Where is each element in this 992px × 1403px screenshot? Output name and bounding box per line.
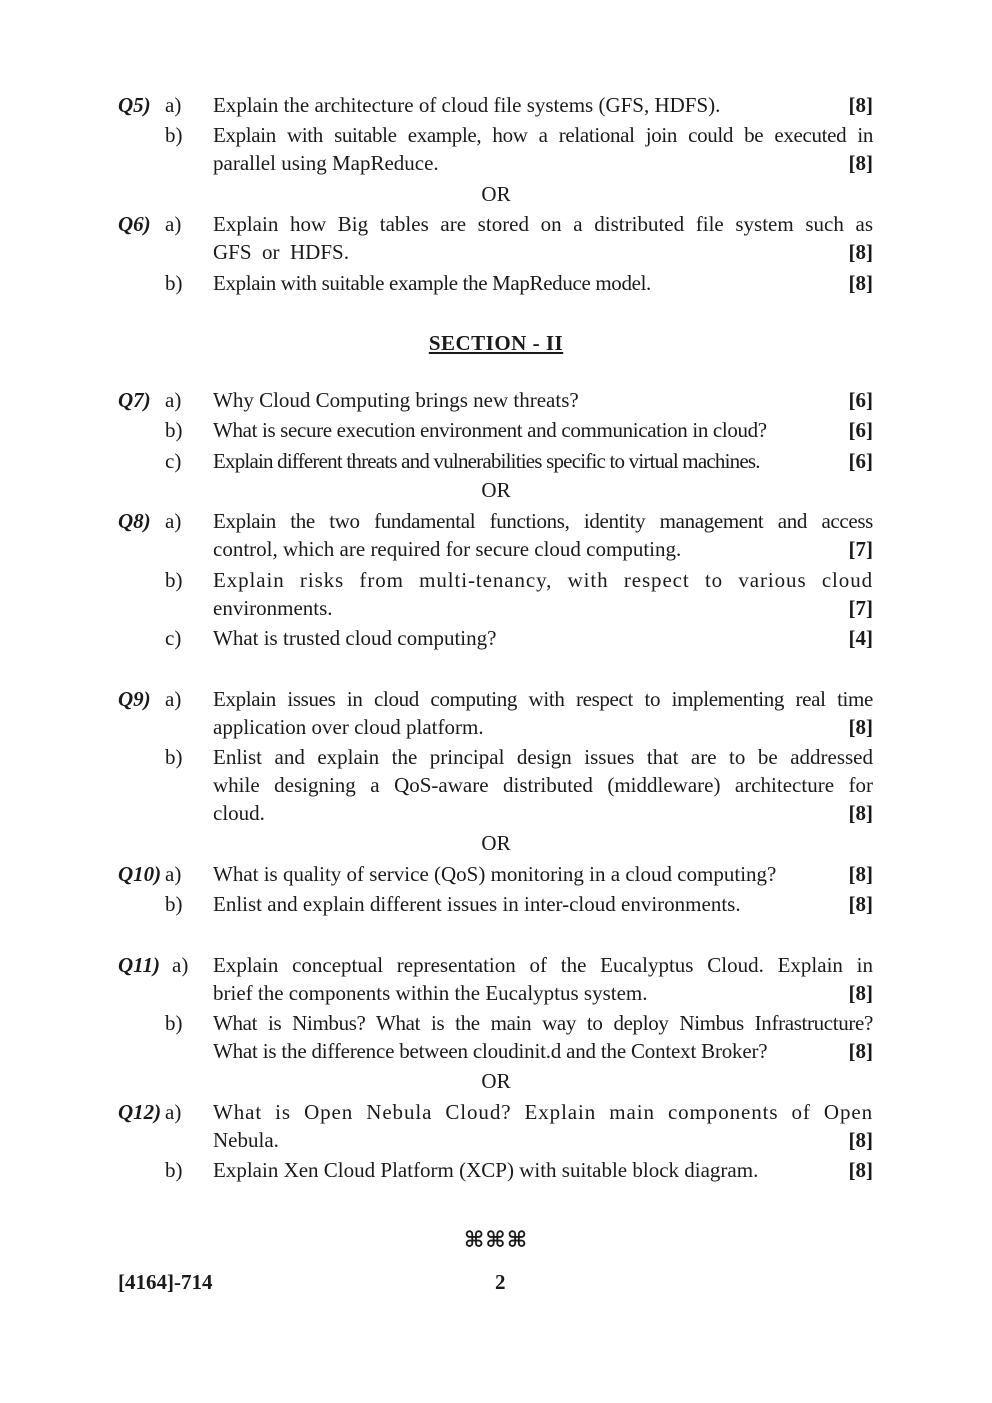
question-text: Enlist and explain the principal design issues that are to be addressed [213, 745, 873, 769]
sub-label: a) [165, 388, 182, 412]
question-text: parallel using MapReduce. [213, 151, 439, 175]
question-text: Explain Xen Cloud Platform (XCP) with suitable block diagram. [213, 1158, 759, 1182]
section-title: SECTION - II [428, 331, 564, 355]
q9-b-line3 [0, 798, 992, 828]
q7-c-line1 [0, 446, 992, 476]
sub-label: a) [165, 687, 182, 711]
question-text: Explain conceptual representation of the Eucalyptus Cloud. Explain in [213, 953, 873, 977]
marks: [8] [848, 801, 873, 825]
or-separator [0, 179, 992, 209]
marks: [8] [848, 862, 873, 886]
q7-a-line1 [0, 385, 992, 415]
page-footer [0, 1267, 992, 1297]
q10-a-line1 [0, 859, 992, 889]
sub-label: a) [172, 953, 189, 977]
sub-label: b) [165, 418, 183, 442]
question-number: Q12) [118, 1100, 162, 1124]
marks: [6] [848, 449, 873, 473]
or-label: OR [481, 831, 511, 855]
question-text: application over cloud platform. [213, 715, 484, 739]
question-number: Q5) [118, 93, 151, 117]
question-text: Explain with suitable example, how a relational join could be executed in [213, 123, 873, 147]
question-number: Q9) [118, 687, 151, 711]
q11-b-line1 [0, 1008, 992, 1038]
or-label: OR [481, 182, 511, 206]
question-text: Explain issues in cloud computing with respect to implementing real time [213, 687, 873, 711]
marks: [4] [848, 626, 873, 650]
sub-label: b) [165, 568, 183, 592]
sub-label: a) [165, 93, 182, 117]
marks: [7] [848, 596, 873, 620]
q8-b-line2 [0, 593, 992, 623]
q5-a-line1 [0, 90, 992, 120]
q8-a-line1 [0, 506, 992, 536]
page-number: 2 [495, 1270, 506, 1294]
q11-a-line1 [0, 950, 992, 980]
sub-label: a) [165, 212, 182, 236]
q10-b-line1 [0, 889, 992, 919]
sub-label: b) [165, 123, 183, 147]
question-text: Nebula. [213, 1128, 279, 1152]
sub-label: a) [165, 862, 182, 886]
q9-a-line1 [0, 684, 992, 714]
question-text: GFS or HDFS. [213, 240, 349, 264]
question-text: Explain with suitable example the MapReduce model. [213, 271, 651, 295]
marks: [8] [848, 1158, 873, 1182]
question-text: cloud. [213, 801, 265, 825]
question-text: What is trusted cloud computing? [213, 626, 497, 650]
marks: [8] [848, 93, 873, 117]
question-text: Explain the architecture of cloud file systems (GFS, HDFS). [213, 93, 721, 117]
question-text: environments. [213, 596, 333, 620]
question-text: Enlist and explain different issues in inter-cloud environments. [213, 892, 741, 916]
q5-b-line1 [0, 120, 992, 150]
q6-a-line2 [0, 237, 992, 267]
q11-b-line2 [0, 1036, 992, 1066]
marks: [7] [848, 537, 873, 561]
q6-b-line1 [0, 268, 992, 298]
question-text: What is the difference between cloudinit.d and the Context Broker? [213, 1039, 768, 1063]
question-number: Q10) [118, 862, 162, 886]
or-separator [0, 828, 992, 858]
marks: [8] [848, 892, 873, 916]
or-label: OR [481, 1069, 511, 1093]
sub-label: b) [165, 1158, 183, 1182]
q7-b-line1 [0, 415, 992, 445]
question-text: What is quality of service (QoS) monitoring in a cloud computing? [213, 862, 777, 886]
q12-a-line1 [0, 1097, 992, 1127]
question-text: What is secure execution environment and communication in cloud? [213, 418, 767, 442]
marks: [6] [848, 388, 873, 412]
q6-a-line1 [0, 209, 992, 239]
question-text: Why Cloud Computing brings new threats? [213, 388, 579, 412]
q9-a-line2 [0, 712, 992, 742]
question-text: What is Nimbus? What is the main way to deploy Nimbus Infrastructure? [213, 1011, 873, 1035]
sub-label: b) [165, 1011, 183, 1035]
marks: [8] [848, 715, 873, 739]
or-separator [0, 1066, 992, 1096]
marks: [8] [848, 1128, 873, 1152]
marks: [8] [848, 240, 873, 264]
q8-b-line1 [0, 565, 992, 595]
question-number: Q8) [118, 509, 151, 533]
question-text: control, which are required for secure cloud computing. [213, 537, 682, 561]
q12-a-line2 [0, 1125, 992, 1155]
sub-label: a) [165, 509, 182, 533]
question-text: brief the components within the Eucalyptus system. [213, 981, 648, 1005]
sub-label: a) [165, 1100, 182, 1124]
marks: [8] [848, 271, 873, 295]
question-number: Q6) [118, 212, 151, 236]
question-text: Explain how Big tables are stored on a distributed file system such as [213, 212, 873, 236]
question-text: What is Open Nebula Cloud? Explain main components of Open [213, 1100, 873, 1124]
q5-b-line2 [0, 148, 992, 178]
question-number: Q11) [118, 953, 160, 977]
or-separator [0, 475, 992, 505]
question-text: Explain different threats and vulnerabilities specific to virtual machines. [213, 449, 760, 473]
question-text: Explain risks from multi-tenancy, with respect to various cloud [213, 568, 873, 592]
end-marker-line [0, 1224, 992, 1258]
question-text: Explain the two fundamental functions, identity management and access [213, 509, 873, 533]
q9-b-line2 [0, 770, 992, 800]
q11-a-line2 [0, 978, 992, 1008]
end-symbol: ⌘⌘⌘ [463, 1228, 529, 1253]
sub-label: b) [165, 271, 183, 295]
q9-b-line1 [0, 742, 992, 772]
marks: [8] [848, 1039, 873, 1063]
sub-label: b) [165, 745, 183, 769]
paper-code: [4164]-714 [118, 1270, 213, 1294]
marks: [6] [848, 418, 873, 442]
section-heading-line [0, 328, 992, 358]
sub-label: c) [165, 626, 182, 650]
q8-a-line2 [0, 534, 992, 564]
sub-label: b) [165, 892, 183, 916]
or-label: OR [481, 478, 511, 502]
marks: [8] [848, 981, 873, 1005]
question-number: Q7) [118, 388, 151, 412]
q12-b-line1 [0, 1155, 992, 1185]
q8-c-line1 [0, 623, 992, 653]
question-text: while designing a QoS-aware distributed (middleware) architecture for [213, 773, 873, 797]
marks: [8] [848, 151, 873, 175]
sub-label: c) [165, 449, 182, 473]
